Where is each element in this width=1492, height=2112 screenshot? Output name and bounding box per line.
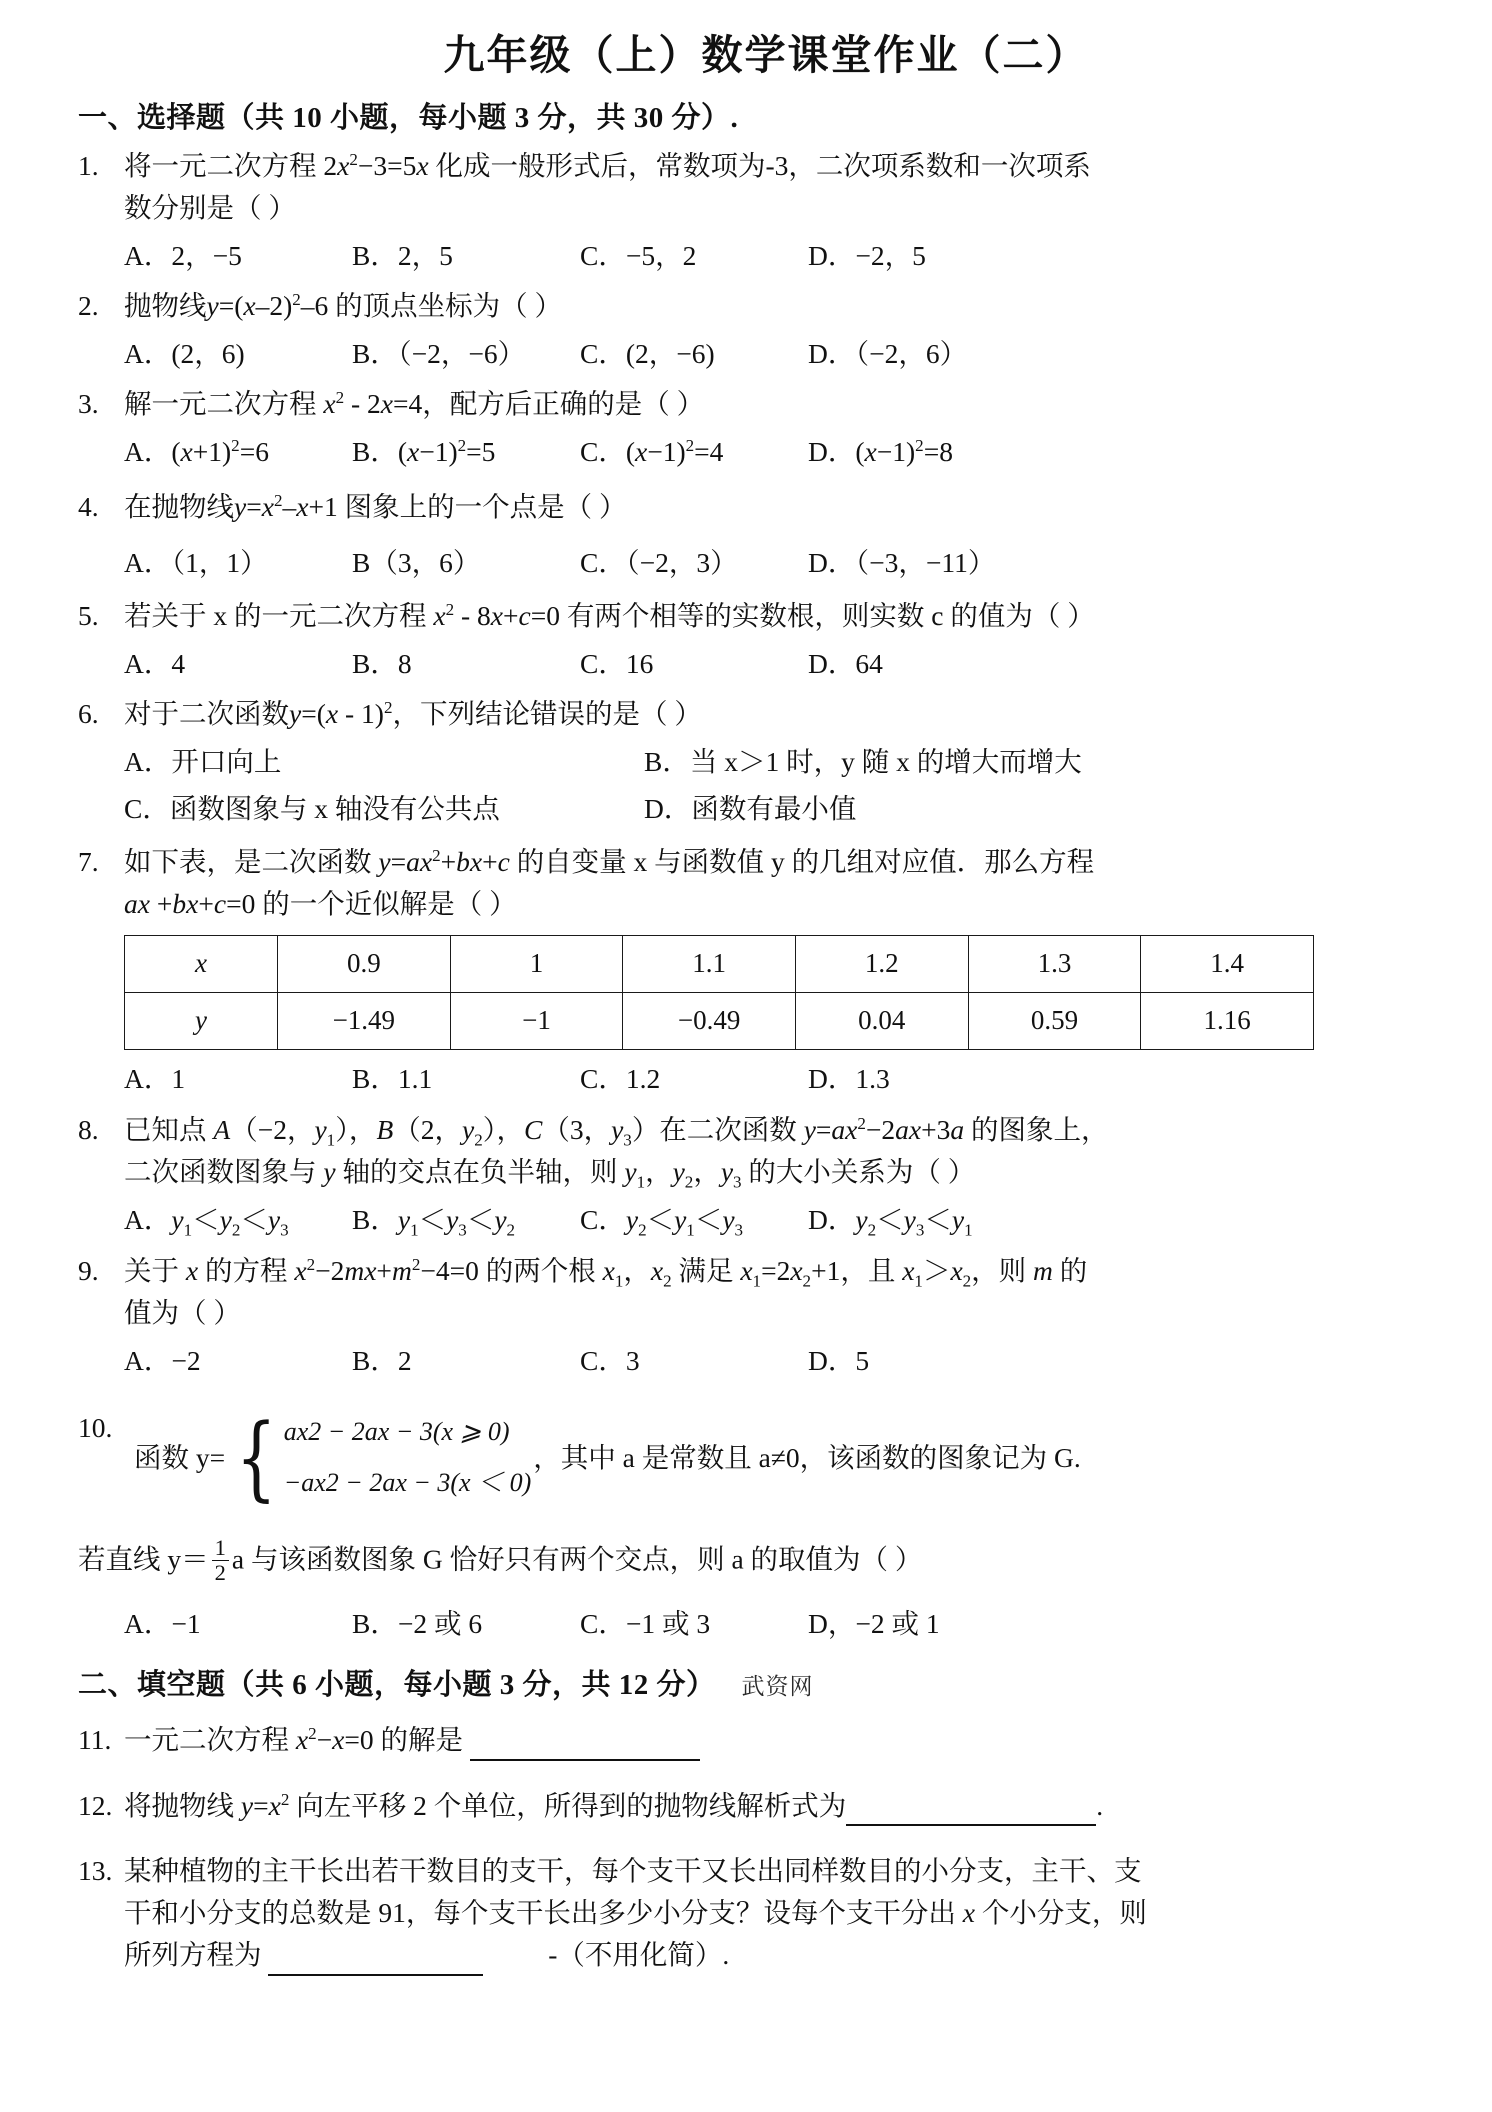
question-2-options bbox=[0, 333, 1492, 374]
q11-expression: $x^2-x=0$ bbox=[295, 1723, 374, 1755]
piecewise-case-top: ax2 − 2ax − 3(x ⩾ 0) bbox=[283, 1416, 510, 1446]
q8-option-b[interactable]: B．$y_1<y_3<y_2$ bbox=[352, 1203, 516, 1240]
q7-option-a[interactable]: A．1 bbox=[124, 1062, 186, 1094]
q5-option-c[interactable]: C．16 bbox=[580, 647, 654, 679]
question-9 bbox=[0, 1250, 1492, 1334]
q6-option-a[interactable]: A．开口向上 bbox=[124, 745, 282, 777]
q4-option-c[interactable]: C．（−2，3） bbox=[580, 546, 738, 578]
q1-option-b[interactable]: B．2，5 bbox=[352, 239, 453, 271]
question-4 bbox=[0, 486, 1492, 528]
question-10-options bbox=[0, 1603, 1492, 1644]
q12-post: 向左平移 2 个单位，所得到的抛物线解析式为 bbox=[289, 1789, 847, 1821]
question-8-text bbox=[78, 1109, 1452, 1193]
q8-option-a[interactable]: A．$y_1<y_2<y_3$ bbox=[124, 1203, 289, 1240]
question-3 bbox=[0, 383, 1492, 425]
q7-option-b[interactable]: B．1.1 bbox=[352, 1062, 433, 1094]
q6-expression: y=(x - 1)$^2$ bbox=[289, 697, 393, 730]
q6-option-c[interactable]: C．函数图象与 x 轴没有公共点 bbox=[124, 793, 500, 825]
question-6-options-row2 bbox=[0, 788, 1492, 829]
q1-option-c[interactable]: C．−5，2 bbox=[580, 239, 697, 271]
question-11 bbox=[0, 1719, 1492, 1761]
q2-option-a[interactable]: A．(2，6) bbox=[124, 337, 245, 369]
q6-option-d[interactable]: D．函数有最小值 bbox=[644, 793, 857, 825]
q4-option-d[interactable]: D．（−3，−11） bbox=[808, 546, 996, 578]
q1-line1-pre: 将一元二次方程 bbox=[124, 150, 324, 181]
question-4-options bbox=[0, 542, 1492, 583]
question-9-text bbox=[78, 1250, 1452, 1334]
answer-blank-12[interactable] bbox=[846, 1796, 1096, 1827]
answer-blank-11[interactable] bbox=[470, 1730, 700, 1761]
piecewise-case-bottom: −ax2 − 2ax − 3(x ＜ 0) bbox=[283, 1467, 532, 1497]
table-cell-x-1: 1 bbox=[450, 935, 623, 992]
question-7-table-wrapper bbox=[0, 935, 1492, 1050]
question-5-options bbox=[0, 643, 1492, 684]
watermark-text: 武资网 bbox=[741, 1673, 814, 1699]
q1-line2: 数分别是（ ） bbox=[124, 191, 296, 223]
q3-option-a[interactable]: A．$(x+1)^2=6$ bbox=[124, 435, 269, 467]
q9-line1: 关于 x 的方程 $x^2-2mx+m^2-4=0$ 的两个根 $x_1$，$x_2$ 满足 $x_1=2x_2+1$，且 $x_1>x_2$，则 m 的 bbox=[124, 1254, 1088, 1291]
q6-option-b[interactable]: B．当 x＞1 时，y 随 x 的增大而增大 bbox=[644, 745, 1082, 777]
question-2-number: 2. bbox=[78, 289, 99, 321]
page-title: 九年级（上）数学课堂作业（二） bbox=[443, 31, 1089, 79]
q2-option-c[interactable]: C．(2，−6) bbox=[580, 337, 715, 369]
question-11-number: 11. bbox=[78, 1723, 112, 1755]
question-12 bbox=[0, 1785, 1492, 1827]
q3-option-b[interactable]: B．$(x-1)^2=5$ bbox=[352, 435, 496, 467]
question-1-number: 1. bbox=[78, 150, 99, 181]
question-12-number: 12. bbox=[78, 1789, 113, 1821]
left-brace-glyph: { bbox=[235, 1403, 277, 1511]
question-6 bbox=[0, 693, 1492, 735]
q13-line3-post: ‑（不用化简）. bbox=[548, 1939, 730, 1971]
table-cell-x-3: 1.2 bbox=[795, 935, 968, 992]
q10-option-c[interactable]: C．−1 或 3 bbox=[580, 1607, 711, 1639]
q1-option-d[interactable]: D．−2，5 bbox=[808, 239, 926, 271]
q10-lead: 函数 y= bbox=[134, 1441, 226, 1473]
q3-option-c[interactable]: C．$(x-1)^2=4$ bbox=[580, 435, 724, 467]
q4-option-b[interactable]: B（3，6） bbox=[352, 546, 481, 578]
q13-line3-pre: 所列方程为 bbox=[124, 1939, 262, 1971]
q1-expression: $2x^2-3=5x$ bbox=[323, 149, 429, 181]
question-1 bbox=[0, 145, 1492, 229]
question-6-options-row1 bbox=[0, 741, 1492, 782]
q12-pre: 将抛物线 bbox=[124, 1789, 241, 1821]
q12-tail: . bbox=[1096, 1789, 1104, 1821]
q5-option-a[interactable]: A．4 bbox=[124, 647, 186, 679]
q10-line2-post: a 与该函数图象 G 恰好只有两个交点，则 a 的取值为（ ） bbox=[231, 1543, 923, 1575]
question-3-text bbox=[78, 383, 1452, 425]
table-header-x: x bbox=[125, 935, 278, 992]
question-10 bbox=[0, 1403, 1492, 1511]
q1-line1-post: 化成一般形式后，常数项为‑3，二次项系数和一次项系 bbox=[428, 150, 1091, 181]
q4-option-a[interactable]: A．（1，1） bbox=[124, 546, 268, 578]
question-13 bbox=[0, 1850, 1492, 1975]
question-5-number: 5. bbox=[78, 599, 99, 631]
table-cell-x-2: 1.1 bbox=[623, 935, 796, 992]
section-heading-fill bbox=[78, 1662, 1492, 1703]
table-cell-y-0: −1.49 bbox=[278, 992, 451, 1049]
q2-post: 的顶点坐标为（ ） bbox=[335, 289, 563, 321]
q5-expression: $x^2 - 8x+c=0$ bbox=[433, 599, 560, 631]
q10-second-line bbox=[78, 1535, 1452, 1586]
q10-after: ，其中 a 是常数且 a≠0，该函数的图象记为 G. bbox=[533, 1441, 1081, 1473]
q5-option-d[interactable]: D．64 bbox=[808, 647, 883, 679]
q4-post: 图象上的一个点是（ ） bbox=[344, 490, 627, 522]
question-6-number: 6. bbox=[78, 698, 99, 730]
q7-expression2: ax +bx+c=0 bbox=[124, 888, 256, 920]
q9-option-d[interactable]: D．5 bbox=[808, 1344, 870, 1376]
question-10-line2 bbox=[0, 1535, 1492, 1586]
q10-option-a[interactable]: A．−1 bbox=[124, 1607, 201, 1639]
question-7-text bbox=[78, 841, 1452, 925]
q9-option-a[interactable]: A．−2 bbox=[124, 1344, 201, 1376]
value-table bbox=[124, 935, 1314, 1050]
q12-expression: $y=x^2$ bbox=[240, 1789, 290, 1821]
question-9-options bbox=[0, 1340, 1492, 1381]
question-10-text bbox=[78, 1403, 1452, 1511]
question-3-options bbox=[0, 431, 1492, 472]
q11-pre: 一元二次方程 bbox=[124, 1723, 296, 1755]
table-cell-y-2: −0.49 bbox=[623, 992, 796, 1049]
q4-expression: $y=x^2-x+1$ bbox=[234, 490, 338, 522]
question-2-text bbox=[78, 285, 1452, 327]
fraction-denominator: 2 bbox=[212, 1560, 229, 1585]
question-7 bbox=[0, 841, 1492, 925]
question-1-text bbox=[78, 145, 1452, 229]
question-8-options bbox=[0, 1199, 1492, 1240]
q7-line2-post: 的一个近似解是（ ） bbox=[255, 888, 517, 920]
question-7-number: 7. bbox=[78, 846, 99, 878]
q11-post: 的解是 bbox=[373, 1723, 463, 1755]
q2-option-b[interactable]: B．（−2，−6） bbox=[352, 337, 526, 369]
q3-expression: $x^2 - 2x=4$ bbox=[323, 387, 423, 419]
q9-option-c[interactable]: C．3 bbox=[580, 1344, 640, 1376]
q5-pre: 若关于 x 的一元二次方程 bbox=[124, 599, 434, 631]
question-9-number: 9. bbox=[78, 1255, 99, 1287]
section-heading-choice: 一、选择题（共 10 小题，每小题 3 分，共 30 分）. bbox=[78, 102, 739, 134]
q8-line1: 已知点 A（−2，$y_1$），B（2，$y_2$），C（3，$y_3$）在二次函数 $y=ax^2-2ax+3a$ 的图象上， bbox=[124, 1114, 1109, 1150]
q3-pre: 解一元二次方程 bbox=[124, 387, 324, 419]
question-5 bbox=[0, 595, 1492, 637]
piecewise-cases bbox=[280, 1407, 532, 1508]
q3-option-d[interactable]: D．$(x-1)^2=8$ bbox=[808, 435, 953, 467]
table-header-y: y bbox=[125, 992, 278, 1049]
question-7-options bbox=[0, 1058, 1492, 1099]
q9-option-b[interactable]: B．2 bbox=[352, 1344, 412, 1376]
q2-option-d[interactable]: D．（−2，6） bbox=[808, 337, 968, 369]
q8-option-c[interactable]: C．$y_2<y_1<y_3$ bbox=[580, 1203, 744, 1240]
q1-option-a[interactable]: A．2，−5 bbox=[124, 239, 242, 271]
q3-post: ，配方后正确的是（ ） bbox=[422, 387, 705, 419]
q10-option-b[interactable]: B．−2 或 6 bbox=[352, 1607, 483, 1639]
q6-post: ，下列结论错误的是（ ） bbox=[392, 698, 702, 730]
q7-option-c[interactable]: C．1.2 bbox=[580, 1062, 661, 1094]
fraction-numerator: 1 bbox=[214, 1535, 226, 1561]
q13-line2: 干和小分支的总数是 91，每个支干长出多少小分支？设每个支干分出 x 个小分支，则 bbox=[124, 1897, 1147, 1929]
table-cell-y-4: 0.59 bbox=[968, 992, 1141, 1049]
q10-line2-pre: 若直线 y＝ bbox=[78, 1543, 209, 1575]
question-13-text bbox=[78, 1850, 1452, 1975]
q7-line2 bbox=[124, 883, 1452, 925]
question-8-number: 8. bbox=[78, 1114, 99, 1146]
q4-pre: 在抛物线 bbox=[124, 490, 234, 522]
q7-line1-post: 的自变量 x 与函数值 y 的几组对应值．那么方程 bbox=[509, 846, 1095, 878]
table-cell-y-5: 1.16 bbox=[1141, 992, 1314, 1049]
q2-pre: 抛物线 bbox=[124, 289, 207, 321]
fraction-one-half bbox=[212, 1536, 229, 1584]
q6-pre: 对于二次函数 bbox=[124, 698, 289, 730]
table-cell-x-4: 1.3 bbox=[968, 935, 1141, 992]
question-11-text bbox=[78, 1719, 1452, 1761]
q7-option-d[interactable]: D．1.3 bbox=[808, 1062, 890, 1094]
q2-expression: $y=(x-2)^2-6$ bbox=[206, 289, 329, 321]
table-row-y bbox=[125, 992, 1314, 1049]
q9-line2: 值为（ ） bbox=[124, 1296, 241, 1328]
question-2 bbox=[0, 285, 1492, 327]
question-1-options bbox=[0, 235, 1492, 276]
table-row-x bbox=[125, 935, 1314, 992]
question-13-number: 13. bbox=[78, 1855, 113, 1887]
answer-blank-13[interactable] bbox=[268, 1945, 483, 1976]
question-8 bbox=[0, 1109, 1492, 1193]
q5-post: 有两个相等的实数根，则实数 c 的值为（ ） bbox=[560, 599, 1095, 631]
table-cell-x-5: 1.4 bbox=[1141, 935, 1314, 992]
question-5-text bbox=[78, 595, 1452, 637]
question-3-number: 3. bbox=[78, 387, 99, 419]
question-4-number: 4. bbox=[78, 490, 99, 522]
q7-line1-pre: 如下表，是二次函数 bbox=[124, 846, 379, 878]
question-10-number: 10. bbox=[78, 1411, 113, 1443]
table-cell-x-0: 0.9 bbox=[278, 935, 451, 992]
q8-line2: 二次函数图象与 y 轴的交点在负半轴，则 $y_1$，$y_2$，$y_3$ 的大小关系为（ ） bbox=[124, 1155, 976, 1192]
table-cell-y-1: −1 bbox=[450, 992, 623, 1049]
q7-expression: $y=ax^2+bx+c$ bbox=[378, 846, 510, 878]
table-cell-y-3: 0.04 bbox=[795, 992, 968, 1049]
question-4-text bbox=[78, 486, 1452, 528]
q13-line1: 某种植物的主干长出若干数目的支干，每个支干又长出同样数目的小分支，主干、支 bbox=[124, 1855, 1142, 1887]
piecewise-function bbox=[227, 1403, 532, 1511]
section-2-label: 二、填空题（共 6 小题，每小题 3 分，共 12 分） bbox=[78, 1668, 716, 1701]
question-12-text bbox=[78, 1785, 1452, 1827]
q8-option-d[interactable]: D．$y_2<y_3<y_1$ bbox=[808, 1203, 973, 1240]
q13-line3 bbox=[124, 1934, 1452, 1976]
question-6-text bbox=[78, 693, 1452, 735]
q5-option-b[interactable]: B．8 bbox=[352, 647, 412, 679]
q10-option-d[interactable]: D，−2 或 1 bbox=[808, 1607, 940, 1639]
